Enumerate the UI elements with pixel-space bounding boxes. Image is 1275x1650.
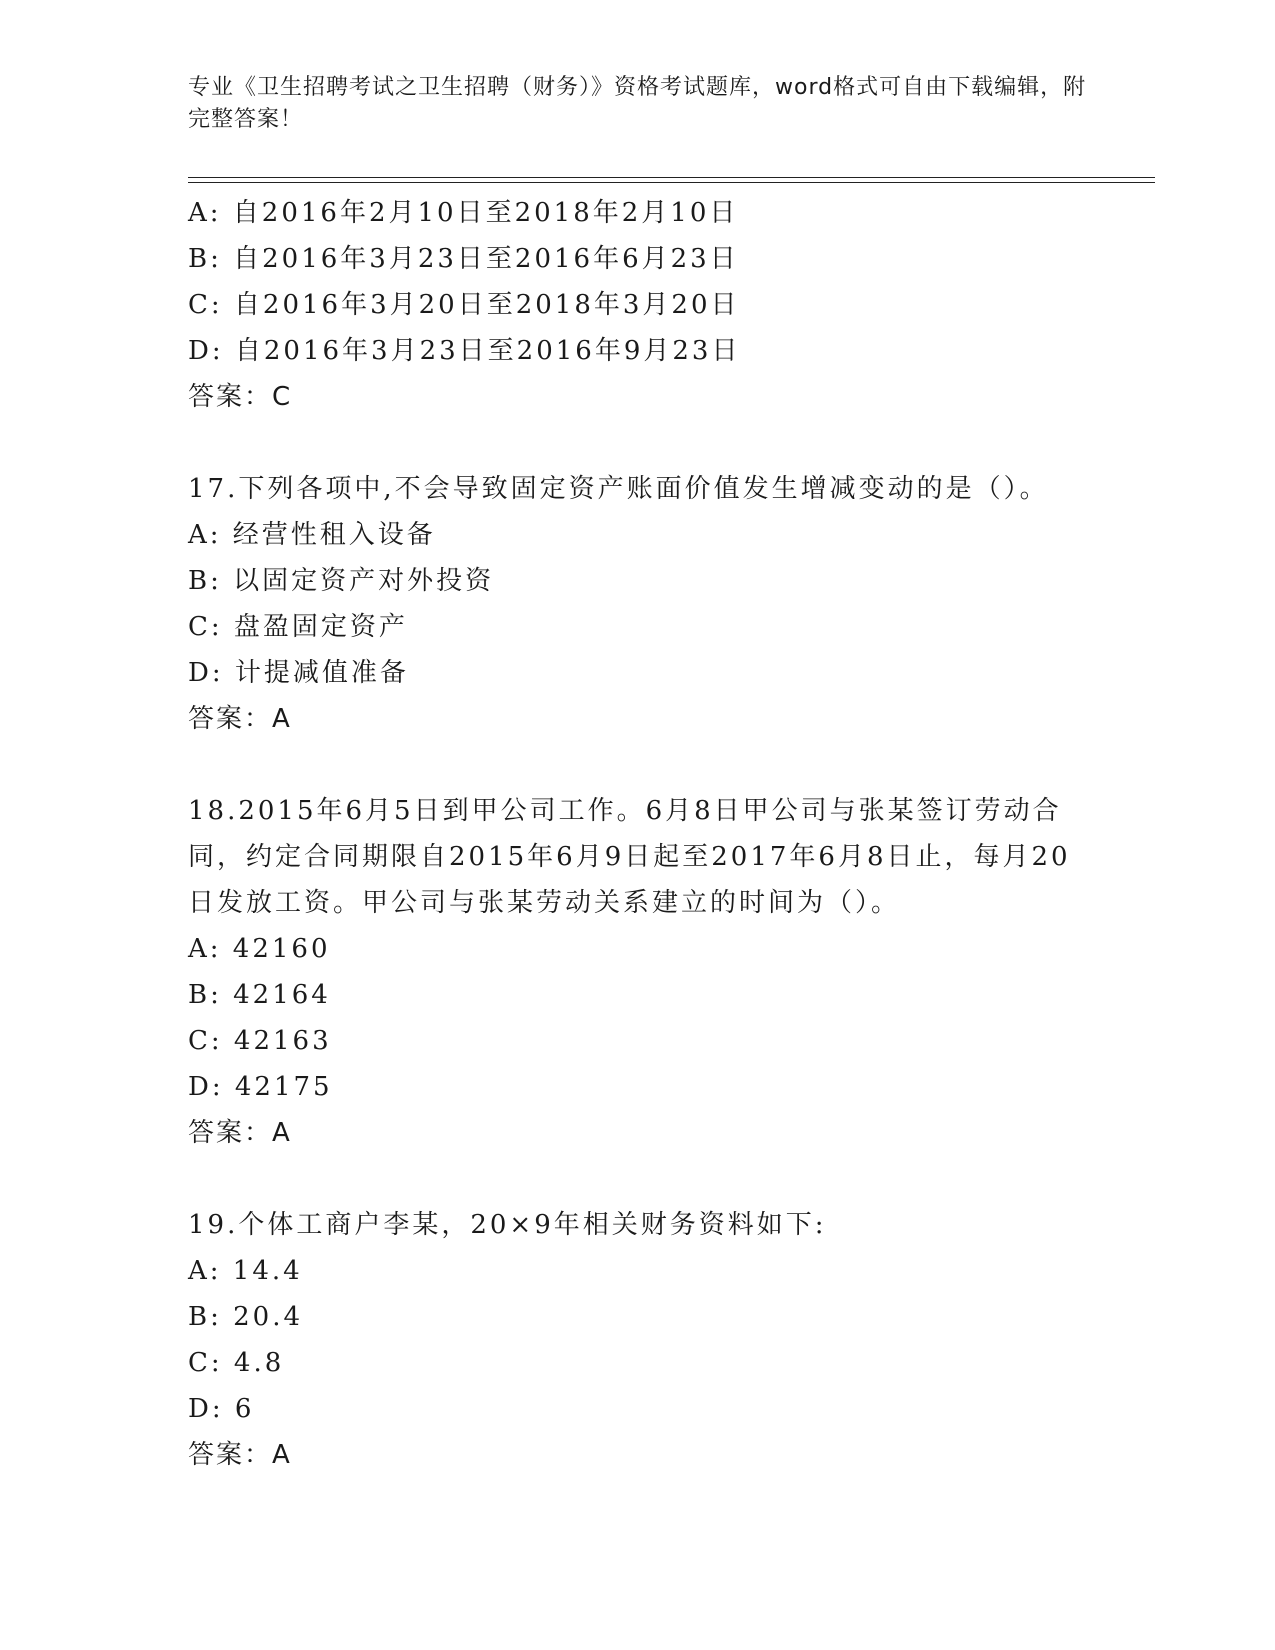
spacer bbox=[188, 420, 1088, 466]
option-d: D: 自2016年3月23日至2016年9月23日 bbox=[188, 336, 741, 366]
question-18 bbox=[188, 788, 1088, 1156]
option-b: B: 自2016年3月23日至2016年6月23日 bbox=[188, 244, 739, 274]
header-divider-bottom bbox=[188, 182, 1155, 183]
option-d: D: 计提减值准备 bbox=[188, 658, 409, 688]
question-stem: 18.2015年6月5日到甲公司工作。6月8日甲公司与张某签订劳动合同，约定合同期限自2015年6月9日起至2017年6月8日止，每月20日发放工资。甲公司与张某劳动关系建立的时间为（）。 bbox=[188, 796, 1071, 918]
option-c: C: 4.8 bbox=[188, 1348, 285, 1378]
question-19 bbox=[188, 1202, 1088, 1478]
question-stem: 17.下列各项中,不会导致固定资产账面价值发生增减变动的是（）。 bbox=[188, 474, 1049, 504]
spacer bbox=[188, 1156, 1088, 1202]
spacer bbox=[188, 742, 1088, 788]
question-list bbox=[188, 190, 1088, 1478]
option-c: C: 盘盈固定资产 bbox=[188, 612, 408, 642]
option-c: C: 42163 bbox=[188, 1026, 332, 1056]
option-b: B: 42164 bbox=[188, 980, 331, 1010]
option-a: A: 42160 bbox=[188, 934, 331, 964]
option-b: B: 以固定资产对外投资 bbox=[188, 566, 495, 596]
answer: 答案：A bbox=[188, 704, 292, 734]
answer: 答案：A bbox=[188, 1440, 292, 1470]
option-c: C: 自2016年3月20日至2018年3月20日 bbox=[188, 290, 740, 320]
option-a: A: 自2016年2月10日至2018年2月10日 bbox=[188, 198, 739, 228]
option-a: A: 14.4 bbox=[188, 1256, 303, 1286]
option-d: D: 42175 bbox=[188, 1072, 333, 1102]
document-header bbox=[188, 72, 1088, 136]
option-d: D: 6 bbox=[188, 1394, 255, 1424]
header-title: 专业《卫生招聘考试之卫生招聘（财务）》资格考试题库，word格式可自由下载编辑，附完整答案！ bbox=[188, 75, 1087, 132]
answer: 答案：A bbox=[188, 1118, 292, 1148]
answer: 答案：C bbox=[188, 382, 293, 412]
question-stem: 19.个体工商户李某，20×9年相关财务资料如下: bbox=[188, 1210, 827, 1240]
option-b: B: 20.4 bbox=[188, 1302, 304, 1332]
header-divider-top bbox=[188, 177, 1155, 178]
question-16 bbox=[188, 190, 1088, 420]
option-a: A: 经营性租入设备 bbox=[188, 520, 436, 550]
question-17 bbox=[188, 466, 1088, 742]
